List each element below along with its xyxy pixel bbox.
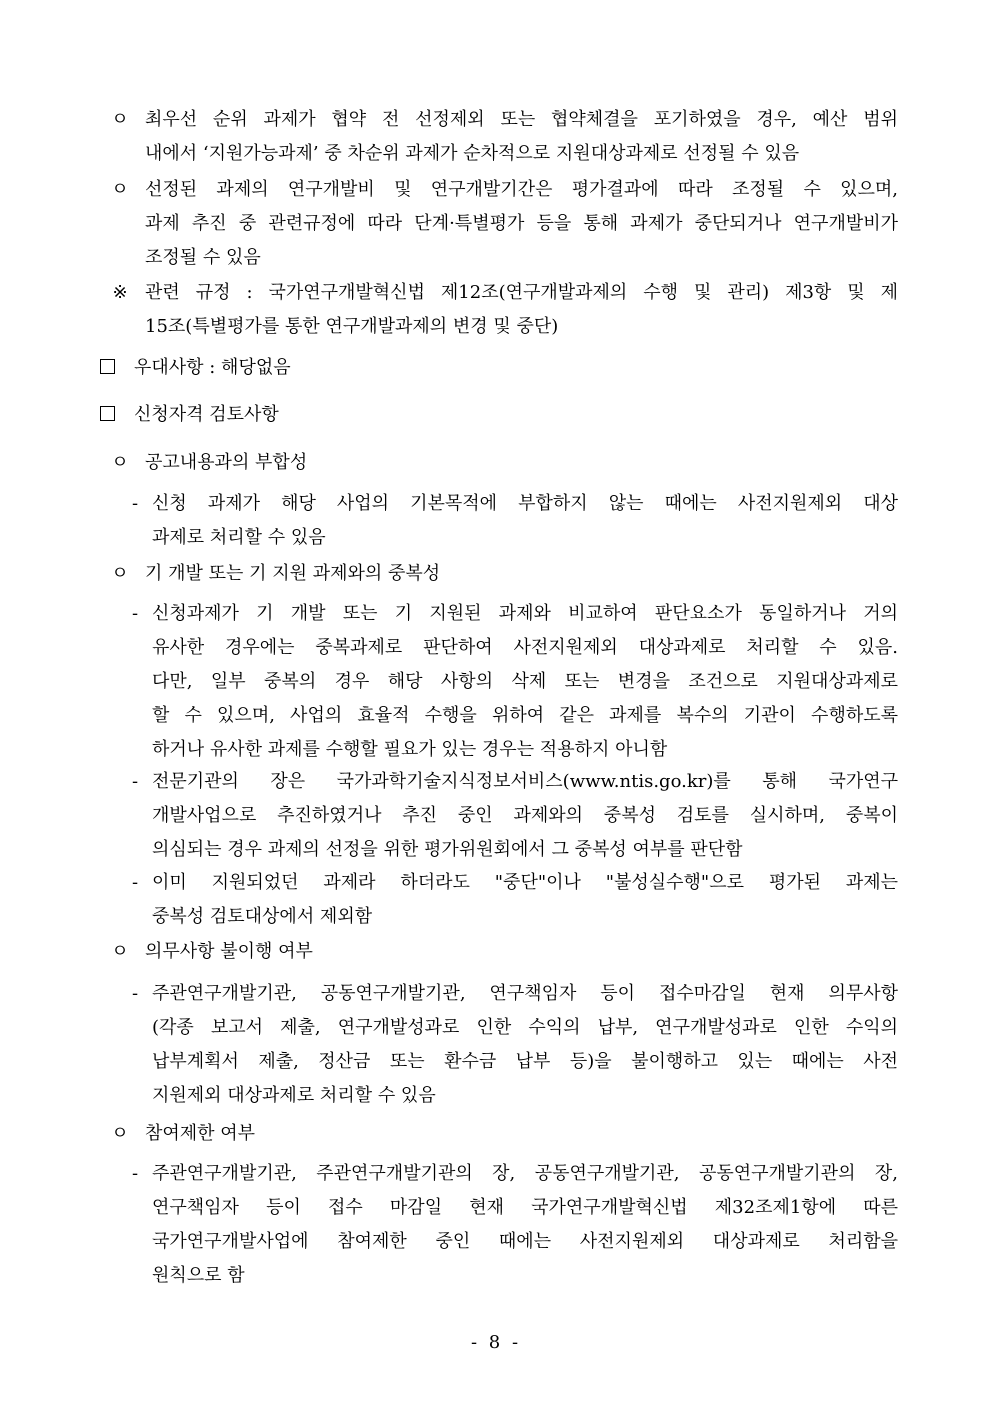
text-line: 최우선 순위 과제가 협약 전 선정제외 또는 협약체결을 포기하였을 경우, 예산 범위 — [145, 109, 898, 130]
circle-bullet: ㅇ — [111, 109, 129, 130]
page-number: - 8 - — [470, 1332, 522, 1353]
dash-bullet: - — [131, 1163, 139, 1184]
text-line: 국가연구개발사업에 참여제한 중인 때에는 사전지원제외 대상과제로 처리함을 — [152, 1231, 898, 1252]
note-reference-mark: ※ — [112, 282, 128, 303]
paragraph-text — [145, 276, 898, 344]
text-line: (각종 보고서 제출, 연구개발성과로 인한 수익의 납부, 연구개발성과로 인한 수익의 — [152, 1017, 898, 1038]
dash-bullet: - — [131, 983, 139, 1004]
circle-bullet: ㅇ — [111, 563, 129, 584]
text-line: 15조(특별평가를 통한 연구개발과제의 변경 및 중단) — [145, 316, 559, 337]
paragraph-text — [152, 597, 898, 767]
text-line: 신청과제가 기 개발 또는 기 지원된 과제와 비교하여 판단요소가 동일하거나 거의 — [152, 603, 898, 624]
text-line: 주관연구개발기관, 주관연구개발기관의 장, 공동연구개발기관, 공동연구개발기관의 장, — [152, 1163, 898, 1184]
square-bullet — [95, 351, 119, 385]
paragraph-text — [134, 351, 898, 385]
text-line: 의심되는 경우 과제의 선정을 위한 평가위원회에서 그 중복성 여부를 판단함 — [152, 839, 743, 860]
dash-bullet: - — [131, 771, 139, 792]
dash-bullet: - — [131, 493, 139, 514]
text-line: 납부계획서 제출, 정산금 또는 환수금 납부 등)을 불이행하고 있는 때에는 사전 — [152, 1051, 898, 1072]
text-line: 전문기관의 장은 국가과학기술지식정보서비스(www.ntis.go.kr)를 통해 국가연구 — [152, 771, 898, 792]
text-line: 우대사항 : 해당없음 — [134, 357, 291, 378]
text-line: 과제로 처리할 수 있음 — [152, 527, 326, 548]
dash-bullet: - — [131, 872, 139, 893]
paragraph-text — [145, 935, 898, 969]
text-line: 내에서 ‘지원가능과제’ 중 차순위 과제가 순차적으로 지원대상과제로 선정될 수 있음 — [145, 143, 800, 164]
paragraph-text — [134, 398, 898, 432]
circle-bullet: ㅇ — [111, 179, 129, 200]
text-line: 중복성 검토대상에서 제외함 — [152, 906, 373, 927]
text-line: 다만, 일부 중복의 경우 해당 사항의 삭제 또는 변경을 조건으로 지원대상과제로 — [152, 671, 898, 692]
text-line: 할 수 있으며, 사업의 효율적 수행을 위하여 같은 과제를 복수의 기관이 수행하도록 — [152, 705, 898, 726]
text-line: 유사한 경우에는 중복과제로 판단하여 사전지원제외 대상과제로 처리할 수 있음. — [152, 637, 898, 658]
paragraph-text — [145, 1117, 898, 1151]
text-line: 기 개발 또는 기 지원 과제와의 중복성 — [145, 563, 441, 584]
text-line: 신청 과제가 해당 사업의 기본목적에 부합하지 않는 때에는 사전지원제외 대상 — [152, 493, 898, 514]
paragraph-text — [145, 557, 898, 591]
text-line: 조정될 수 있음 — [145, 247, 261, 268]
text-line: 개발사업으로 추진하였거나 추진 중인 과제와의 중복성 검토를 실시하며, 중복이 — [152, 805, 898, 826]
circle-bullet: ㅇ — [111, 452, 129, 473]
text-line: 공고내용과의 부합성 — [145, 452, 308, 473]
circle-bullet: ㅇ — [111, 941, 129, 962]
text-line: 과제 추진 중 관련규정에 따라 단계·특별평가 등을 통해 과제가 중단되거나 연구개발비가 — [145, 213, 898, 234]
text-line: 주관연구개발기관, 공동연구개발기관, 연구책임자 등이 접수마감일 현재 의무사항 — [152, 983, 898, 1004]
paragraph-text — [152, 1157, 898, 1293]
text-line: 이미 지원되었던 과제라 하더라도 "중단"이나 "불성실수행"으로 평가된 과제는 — [152, 872, 898, 893]
text-line: 관련 규정 : 국가연구개발혁신법 제12조(연구개발과제의 수행 및 관리) 제3항 및 제 — [145, 282, 898, 303]
text-line: 하거나 유사한 과제를 수행할 필요가 있는 경우는 적용하지 아니함 — [152, 739, 668, 760]
text-line: 원칙으로 함 — [152, 1265, 245, 1286]
paragraph-text — [145, 173, 898, 275]
paragraph-text — [152, 765, 898, 867]
paragraph-text — [152, 487, 898, 555]
text-line: 선정된 과제의 연구개발비 및 연구개발기간은 평가결과에 따라 조정될 수 있으며, — [145, 179, 898, 200]
paragraph-text — [152, 977, 898, 1113]
circle-bullet: ㅇ — [111, 1123, 129, 1144]
paragraph-text — [145, 446, 898, 480]
paragraph-text — [145, 103, 898, 171]
text-line: 참여제한 여부 — [145, 1123, 256, 1144]
paragraph-text — [152, 866, 898, 934]
text-line: 연구책임자 등이 접수 마감일 현재 국가연구개발혁신법 제32조제1항에 따른 — [152, 1197, 898, 1218]
square-bullet — [95, 398, 119, 432]
text-line: 의무사항 불이행 여부 — [145, 941, 313, 962]
text-line: 신청자격 검토사항 — [134, 404, 279, 425]
text-line: 지원제외 대상과제로 처리할 수 있음 — [152, 1085, 436, 1106]
dash-bullet: - — [131, 603, 139, 624]
